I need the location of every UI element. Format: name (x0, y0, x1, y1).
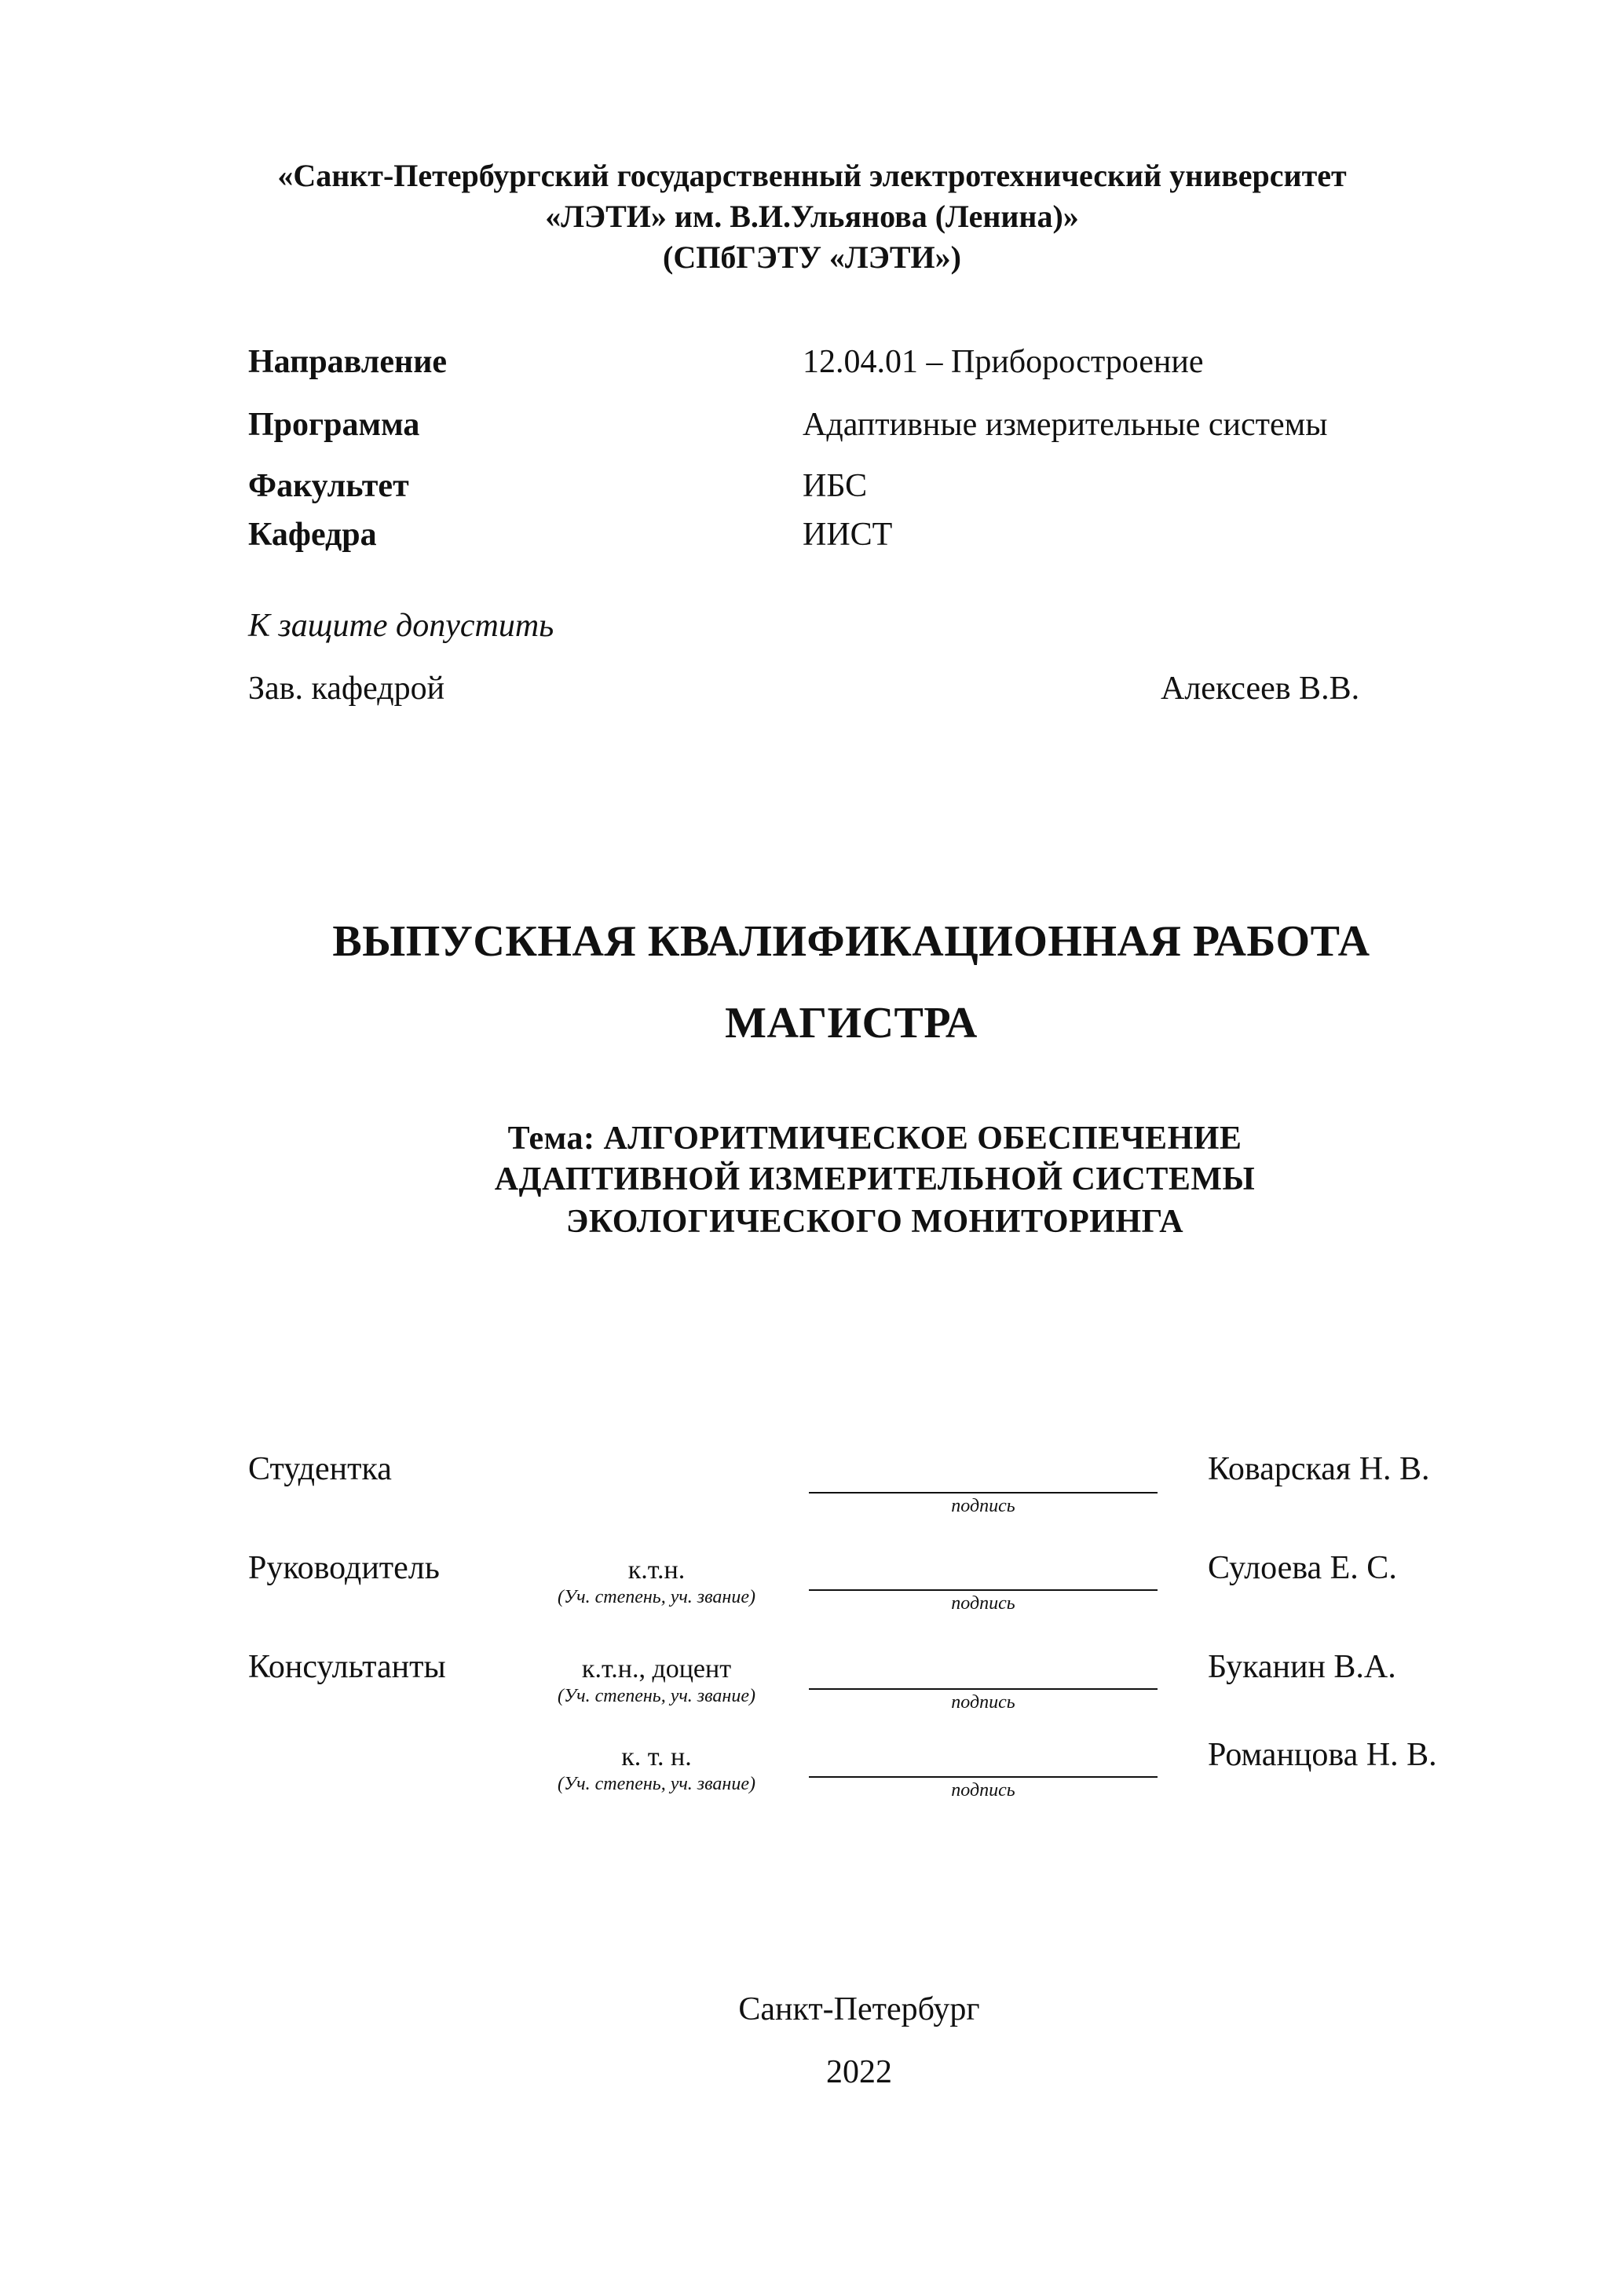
department-head-name: Алексеев В.В. (1161, 671, 1360, 707)
document-title-line-2: МАГИСТРА (725, 999, 978, 1047)
topic-line-1: Тема: АЛГОРИТМИЧЕСКОЕ ОБЕСПЕЧЕНИЕ (507, 1121, 1242, 1157)
university-name-line-1: «Санкт-Петербургский государственный электротехнический университет (277, 158, 1347, 193)
supervisor-degree-caption: (Уч. степень, уч. звание) (558, 1587, 755, 1607)
consultant-1-degree: к.т.н., доцент (581, 1654, 732, 1684)
department-head-role: Зав. кафедрой (248, 671, 445, 707)
supervisor-signature-line (809, 1589, 1158, 1591)
faculty-label: Факультет (248, 468, 409, 504)
university-abbreviation: (СПбГЭТУ «ЛЭТИ») (663, 239, 961, 275)
city: Санкт-Петербург (738, 1991, 980, 2027)
defense-approval-text: К защите допустить (248, 608, 554, 644)
consultant-2-signature-caption: подпись (951, 1780, 1015, 1801)
direction-label: Направление (248, 344, 448, 380)
supervisor-signature-caption: подпись (951, 1593, 1015, 1614)
program-value: Адаптивные измерительные системы (803, 407, 1328, 443)
consultant-1-name: Буканин В.А. (1208, 1649, 1396, 1685)
consultant-1-degree-caption: (Уч. степень, уч. звание) (558, 1686, 755, 1706)
consultants-role: Консультанты (248, 1649, 446, 1685)
department-value: ИИСТ (803, 517, 893, 553)
consultant-2-degree-caption: (Уч. степень, уч. звание) (558, 1774, 755, 1794)
faculty-value: ИБС (803, 468, 868, 504)
student-role: Студентка (248, 1451, 392, 1487)
supervisor-role: Руководитель (248, 1550, 440, 1586)
consultant-2-degree: к. т. н. (621, 1742, 692, 1771)
document-title-line-1: ВЫПУСКНАЯ КВАЛИФИКАЦИОННАЯ РАБОТА (332, 917, 1370, 966)
student-signature-caption: подпись (951, 1496, 1015, 1516)
consultant-1-signature-caption: подпись (951, 1692, 1015, 1713)
student-name: Коварская Н. В. (1208, 1451, 1430, 1487)
topic-line-2: АДАПТИВНОЙ ИЗМЕРИТЕЛЬНОЙ СИСТЕМЫ (494, 1161, 1256, 1197)
program-label: Программа (248, 407, 420, 443)
student-signature-line (809, 1492, 1158, 1493)
consultant-1-signature-line (809, 1688, 1158, 1690)
supervisor-name: Сулоева Е. С. (1208, 1550, 1397, 1586)
topic-line-3: ЭКОЛОГИЧЕСКОГО МОНИТОРИНГА (565, 1204, 1184, 1240)
direction-value: 12.04.01 – Приборостроение (803, 344, 1204, 380)
consultant-2-name: Романцова Н. В. (1208, 1737, 1437, 1773)
department-label: Кафедра (248, 517, 377, 553)
consultant-2-signature-line (809, 1776, 1158, 1778)
university-name-line-2: «ЛЭТИ» им. В.И.Ульянова (Ленина)» (545, 199, 1079, 234)
year: 2022 (826, 2054, 892, 2090)
supervisor-degree: к.т.н. (627, 1556, 686, 1585)
